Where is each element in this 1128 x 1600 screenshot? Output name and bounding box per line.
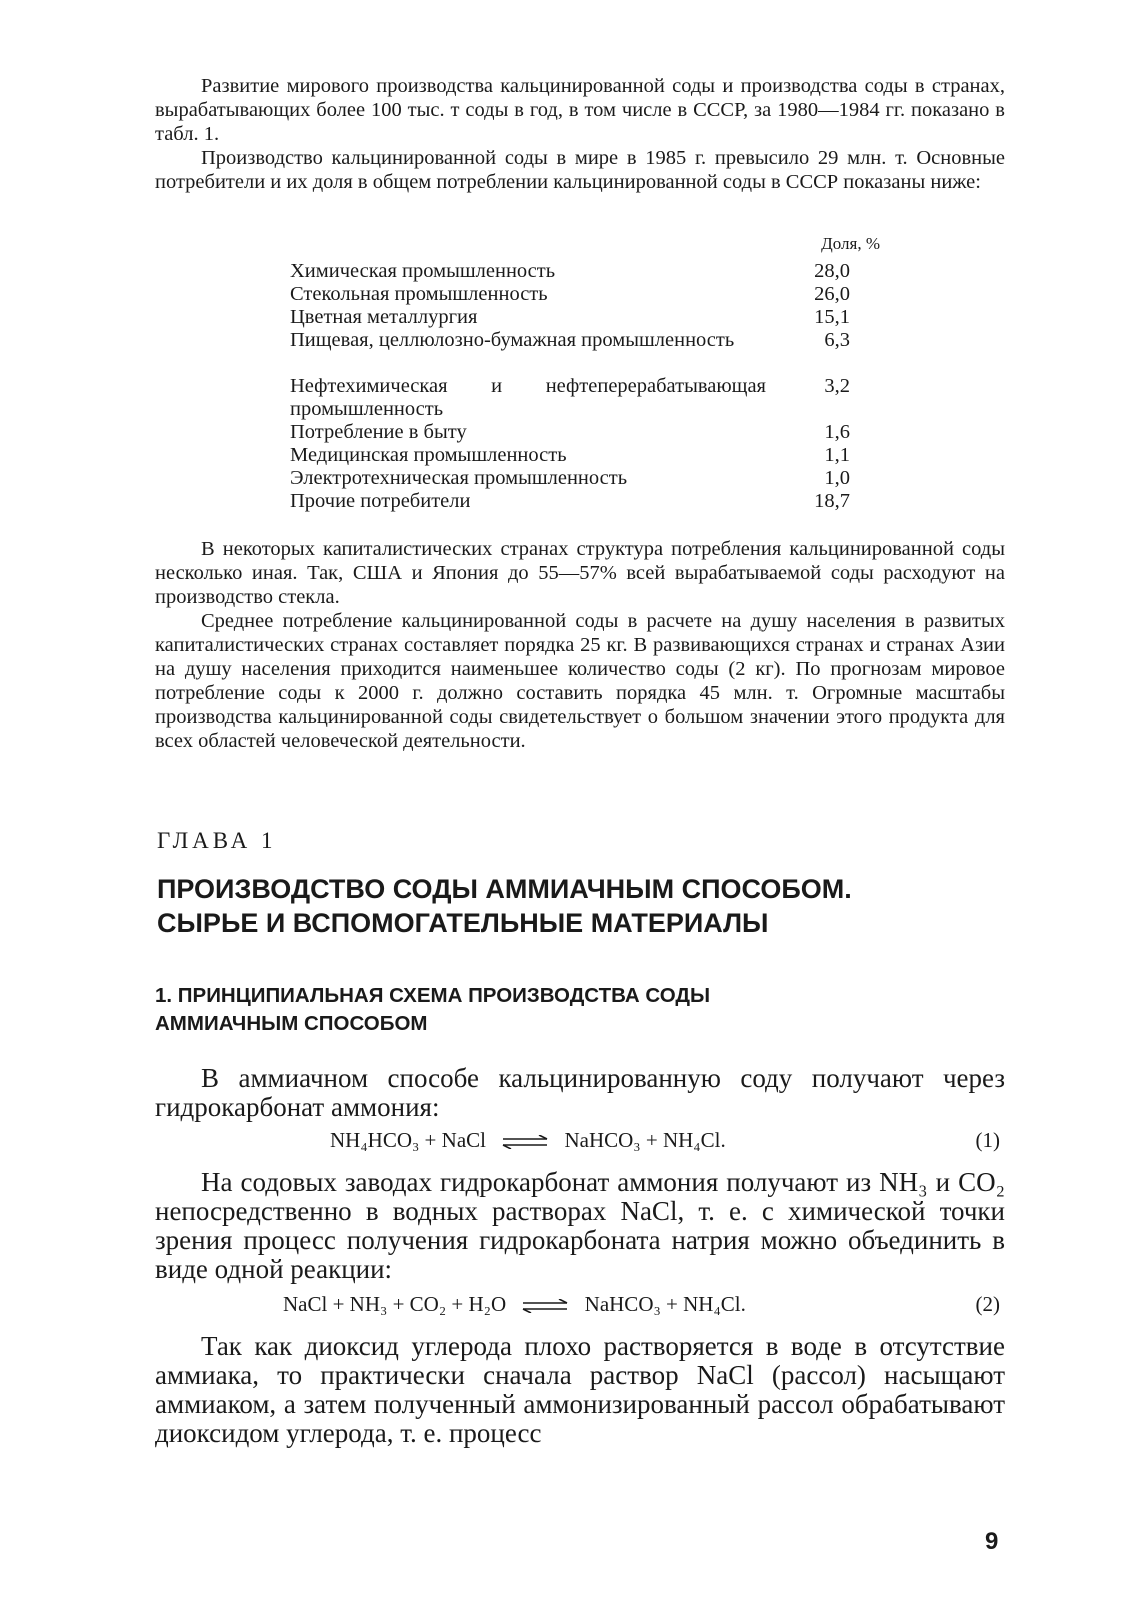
equation-left: NH₄HCO₃ + NaCl	[330, 1128, 486, 1152]
chapter-title-line: ПРОИЗВОДСТВО СОДЫ АММИАЧНЫМ СПОСОБОМ.	[157, 874, 852, 904]
table-row-value: 1,1	[824, 444, 850, 466]
table-row-label: Цветная металлургия	[290, 306, 478, 328]
equation-2	[283, 1292, 746, 1317]
intro-text	[155, 74, 1005, 194]
table-row-value: 18,7	[814, 490, 850, 512]
table-row	[290, 306, 880, 329]
section-paragraph-process	[155, 1332, 1005, 1448]
table-row	[290, 444, 880, 467]
table-row-value: 1,6	[824, 421, 850, 443]
section-paragraph-reaction	[155, 1168, 1005, 1284]
table-row	[290, 375, 880, 421]
equation-number: (2)	[975, 1292, 1000, 1316]
table-row-value: 1,0	[824, 467, 850, 489]
equation-right: NaHCO₃ + NH₄Cl.	[584, 1292, 746, 1316]
table-header-share: Доля, %	[821, 234, 880, 253]
paragraph-world-production: Развитие мирового производства кальцинированной соды и производства соды в странах, вырабатывающих более 100 тыс. т соды в год, в том числе в СССР, за 1980—1984 гг. показано в табл. 1.	[155, 75, 1005, 145]
equation-left: NaCl + NH₃ + CO₂ + H₂O	[283, 1292, 507, 1316]
body-text	[155, 537, 1005, 753]
section-title-line: АММИАЧНЫМ СПОСОБОМ	[155, 1012, 428, 1035]
table-row-label: Прочие потребители	[290, 490, 471, 512]
paragraph-consumers-intro: Производство кальцинированной соды в мире в 1985 г. превысило 29 млн. т. Основные потребители и их доля в общем потреблении кальцинированной соды в СССР показаны ниже:	[155, 147, 1005, 193]
section-paragraph-intro	[155, 1064, 1005, 1122]
paragraph-ammonia-method: В аммиачном способе кальцинированную соду получают через гидрокарбонат аммония:	[155, 1063, 1005, 1122]
section-title-line: 1. ПРИНЦИПИАЛЬНАЯ СХЕМА ПРОИЗВОДСТВА СОДЫ	[155, 984, 711, 1007]
table-row-label: Потребление в быту	[290, 421, 467, 443]
table-row-value: 3,2	[824, 375, 850, 397]
table-row-label: Химическая промышленность	[290, 260, 556, 282]
table-row-value: 15,1	[814, 306, 850, 328]
chapter-label: ГЛАВА 1	[157, 828, 277, 853]
table-row	[290, 283, 880, 306]
page-number: 9	[985, 1528, 999, 1555]
equation-1	[330, 1128, 726, 1153]
table-row-label: Электротехническая промышленность	[290, 467, 628, 489]
table-row-label: Пищевая, целлюлозно-бумажная промышленность	[290, 329, 735, 351]
table-row-value: 6,3	[824, 329, 850, 351]
paragraph-capitalist-structure: В некоторых капиталистических странах структура потребления кальцинированной соды несколько иная. Так, США и Япония до 55—57% всей вырабатываемой соды расходуют на производство стекла.	[155, 538, 1005, 608]
paragraph-carbon-dioxide: Так как диоксид углерода плохо растворяется в воде в отсутствие аммиака, то практически сначала раствор NaCl (рассол) насыщают аммиаком, а затем полученный аммонизированный рассол обрабатывают диоксидом углерода, т. е. процесс	[155, 1331, 1005, 1448]
paragraph-soda-plants: На содовых заводах гидрокарбонат аммония получают из NH₃ и CO₂ непосредственно в водных растворах NaCl, т. е. с химической точки зрения процесс получения гидрокарбоната натрия можно объединить в виде одной реакции:	[155, 1167, 1005, 1284]
section-title	[155, 982, 710, 1038]
equilibrium-arrows-icon	[521, 1299, 569, 1313]
table-row-label: Нефтехимическая и нефтеперерабатывающая промышленность	[290, 375, 766, 420]
table-row	[290, 467, 880, 490]
table-row	[290, 329, 880, 352]
table-row-label: Стекольная промышленность	[290, 283, 548, 305]
table-row-value: 28,0	[814, 260, 850, 282]
equation-right: NaHCO₃ + NH₄Cl.	[564, 1128, 726, 1152]
table-row	[290, 421, 880, 444]
table-row	[290, 260, 880, 283]
chapter-title-line: СЫРЬЕ И ВСПОМОГАТЕЛЬНЫЕ МАТЕРИАЛЫ	[157, 908, 769, 938]
equilibrium-arrows-icon	[501, 1135, 549, 1149]
equation-number: (1)	[975, 1128, 1000, 1152]
table-row	[290, 490, 880, 513]
table-row-label: Медицинская промышленность	[290, 444, 567, 466]
table-row-value: 26,0	[814, 283, 850, 305]
paragraph-per-capita: Среднее потребление кальцинированной соды в расчете на душу населения в развитых капиталистических странах составляет порядка 25 кг. В развивающихся странах и странах Азии на душу населения приходится наименьшее количество соды (2 кг). По прогнозам мировое потребление соды к 2000 г. должно составить порядка 45 млн. т. Огромные масштабы производства кальцинированной соды свидетельствует о большом значении этого продукта для всех областей человеческой деятельности.	[155, 610, 1005, 752]
chapter-title	[157, 872, 852, 940]
